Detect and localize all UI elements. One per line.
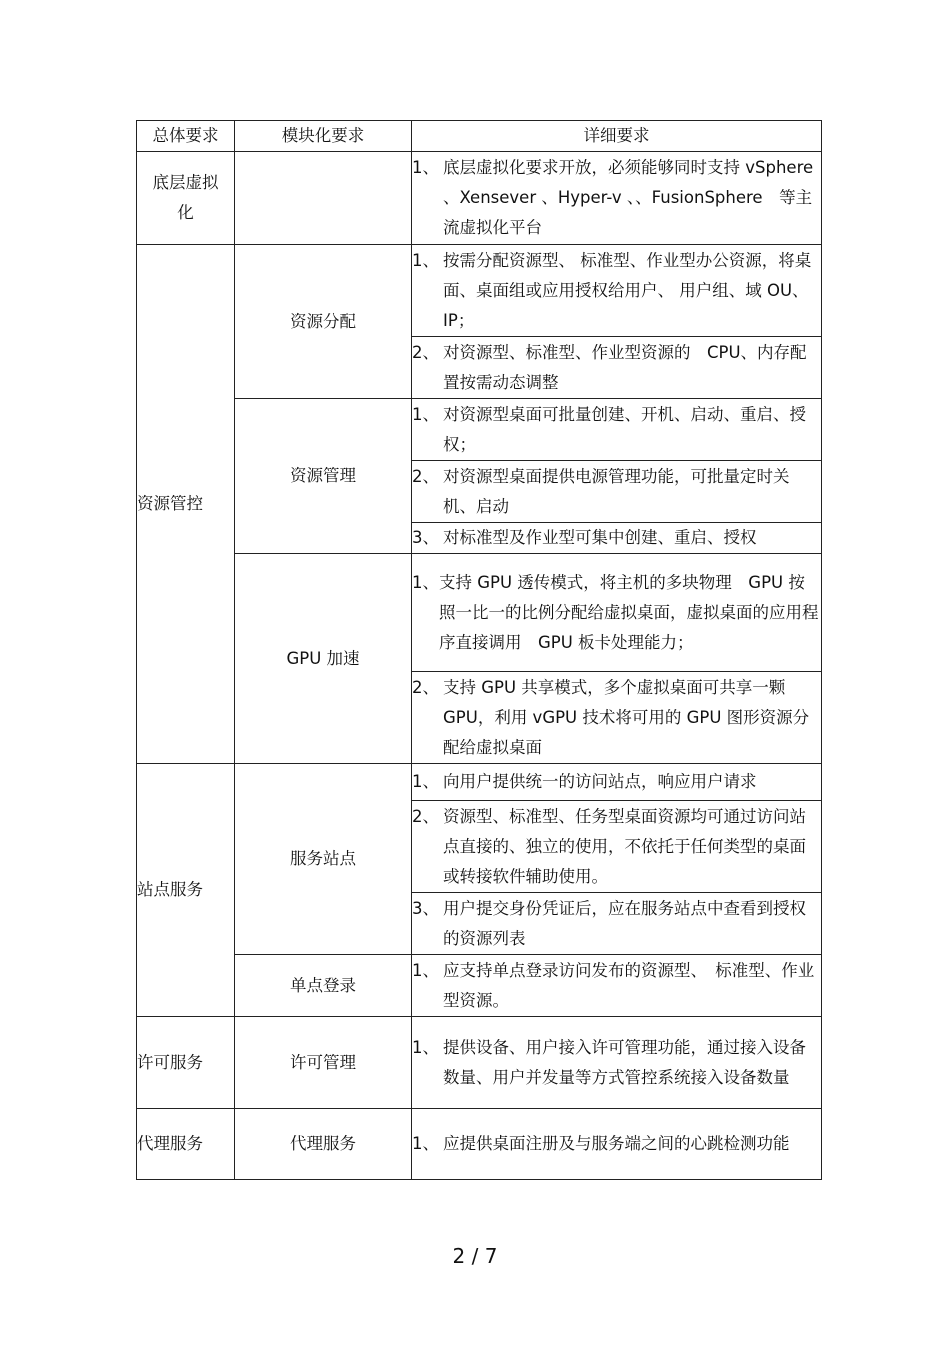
category-cell: 资源管控: [137, 245, 235, 764]
table-row: [137, 245, 822, 337]
item-text: 按需分配资源型、 标准型、作业型办公资源，将桌面、桌面组或应用授权给用户、 用户组、域 OU、IP；: [443, 250, 812, 330]
item-number: 1、: [412, 250, 439, 270]
detail-cell: [412, 523, 822, 554]
item-text: 对资源型桌面提供电源管理功能，可批量定时关机、启动: [443, 466, 790, 516]
item-text: 向用户提供统一的访问站点，响应用户请求: [443, 772, 757, 791]
item-text: 支持 GPU 共享模式，多个虚拟桌面可共享一颗 GPU，利用 vGPU 技术将可用的 GPU 图形资源分配给虚拟桌面: [443, 677, 810, 757]
module-cell: 许可管理: [235, 1017, 412, 1109]
item-text: 底层虚拟化要求开放，必须能够同时支持 vSphere 、Xensever 、Hyper-v 、、FusionSphere 等主流虚拟化平台: [443, 158, 814, 237]
module-cell: 资源分配: [235, 245, 412, 399]
module-cell: 资源管理: [235, 399, 412, 554]
detail-cell: [412, 801, 822, 893]
detail-item: [412, 1033, 821, 1093]
item-text: 对资源型、标准型、作业型资源的 CPU、内存配置按需动态调整: [443, 342, 807, 392]
table-row: [137, 764, 822, 801]
module-cell: 代理服务: [235, 1109, 412, 1180]
item-number: 1、: [412, 960, 439, 980]
module-cell: 服务站点: [235, 764, 412, 955]
detail-cell: [412, 1109, 822, 1180]
page-number: 2 / 7: [452, 1244, 498, 1268]
header-module: 模块化要求: [235, 121, 412, 152]
detail-cell: [412, 1017, 822, 1109]
detail-cell: [412, 672, 822, 764]
detail-cell: [412, 554, 822, 672]
table-row: [137, 1109, 822, 1180]
detail-cell: [412, 893, 822, 955]
item-number: 3、: [412, 528, 439, 547]
category-cell: 站点服务: [137, 764, 235, 1017]
item-text: 资源型、标准型、任务型桌面资源均可通过访问站点直接的、独立的使用，不依托于任何类型的桌面或转接软件辅助使用。: [443, 806, 806, 886]
detail-item: [412, 523, 821, 553]
item-number: 1、: [412, 772, 439, 791]
table-row: [137, 152, 822, 245]
detail-cell: [412, 245, 822, 337]
item-number: 2、: [412, 677, 439, 697]
detail-cell: [412, 399, 822, 461]
category-cell: 许可服务: [137, 1017, 235, 1109]
module-cell: GPU 加速: [235, 554, 412, 764]
module-cell: 单点登录: [235, 955, 412, 1017]
item-number: 2、: [412, 806, 439, 826]
table-row: [137, 399, 822, 461]
detail-cell: [412, 337, 822, 399]
detail-item: [412, 153, 821, 243]
table-row: [137, 955, 822, 1017]
header-overall: 总体要求: [137, 121, 235, 152]
detail-cell: [412, 955, 822, 1017]
detail-cell: [412, 764, 822, 801]
detail-item: [412, 568, 821, 658]
item-number: 1、: [412, 158, 439, 177]
category-cell: 代理服务: [137, 1109, 235, 1180]
item-text: 对标准型及作业型可集中创建、重启、授权: [443, 528, 757, 547]
item-number: 3、: [412, 898, 439, 918]
item-text: 用户提交身份凭证后，应在服务站点中查看到授权的资源列表: [443, 898, 806, 948]
table-row: [137, 554, 822, 672]
item-number: 1、: [412, 1037, 439, 1057]
table-row: [137, 1017, 822, 1109]
module-cell: [235, 152, 412, 245]
detail-item: [412, 338, 821, 398]
detail-item: [412, 246, 821, 336]
detail-item: [412, 802, 821, 892]
item-text: 应支持单点登录访问发布的资源型、 标准型、作业型资源。: [443, 960, 815, 1010]
header-detail: 详细要求: [412, 121, 822, 152]
detail-item: [412, 673, 821, 763]
item-number: 1、: [412, 1134, 439, 1153]
item-text: 对资源型桌面可批量创建、开机、启动、重启、授权；: [443, 404, 806, 454]
item-text: 支持 GPU 透传模式，将主机的多块物理 GPU 按照一比一的比例分配给虚拟桌面，虚拟桌面的应用程序直接调用 GPU 板卡处理能力；: [439, 572, 819, 652]
detail-item: [412, 956, 821, 1016]
item-text: 提供设备、用户接入许可管理功能，通过接入设备数量、用户并发量等方式管控系统接入设备数量: [443, 1037, 806, 1087]
detail-item: [412, 400, 821, 460]
category-label: 底层虚拟化: [152, 173, 219, 222]
detail-item: [412, 894, 821, 954]
requirements-table: [136, 120, 822, 1180]
header-row: [137, 121, 822, 152]
item-text: 应提供桌面注册及与服务端之间的心跳检测功能: [443, 1134, 790, 1153]
item-number: 1、: [412, 572, 439, 592]
detail-item: [412, 462, 821, 522]
item-number: 1、: [412, 404, 439, 424]
item-number: 2、: [412, 342, 439, 362]
detail-item: [412, 767, 821, 797]
detail-cell: [412, 152, 822, 245]
item-number: 2、: [412, 466, 439, 486]
category-cell: [137, 152, 235, 245]
detail-item: [412, 1129, 821, 1159]
detail-cell: [412, 461, 822, 523]
